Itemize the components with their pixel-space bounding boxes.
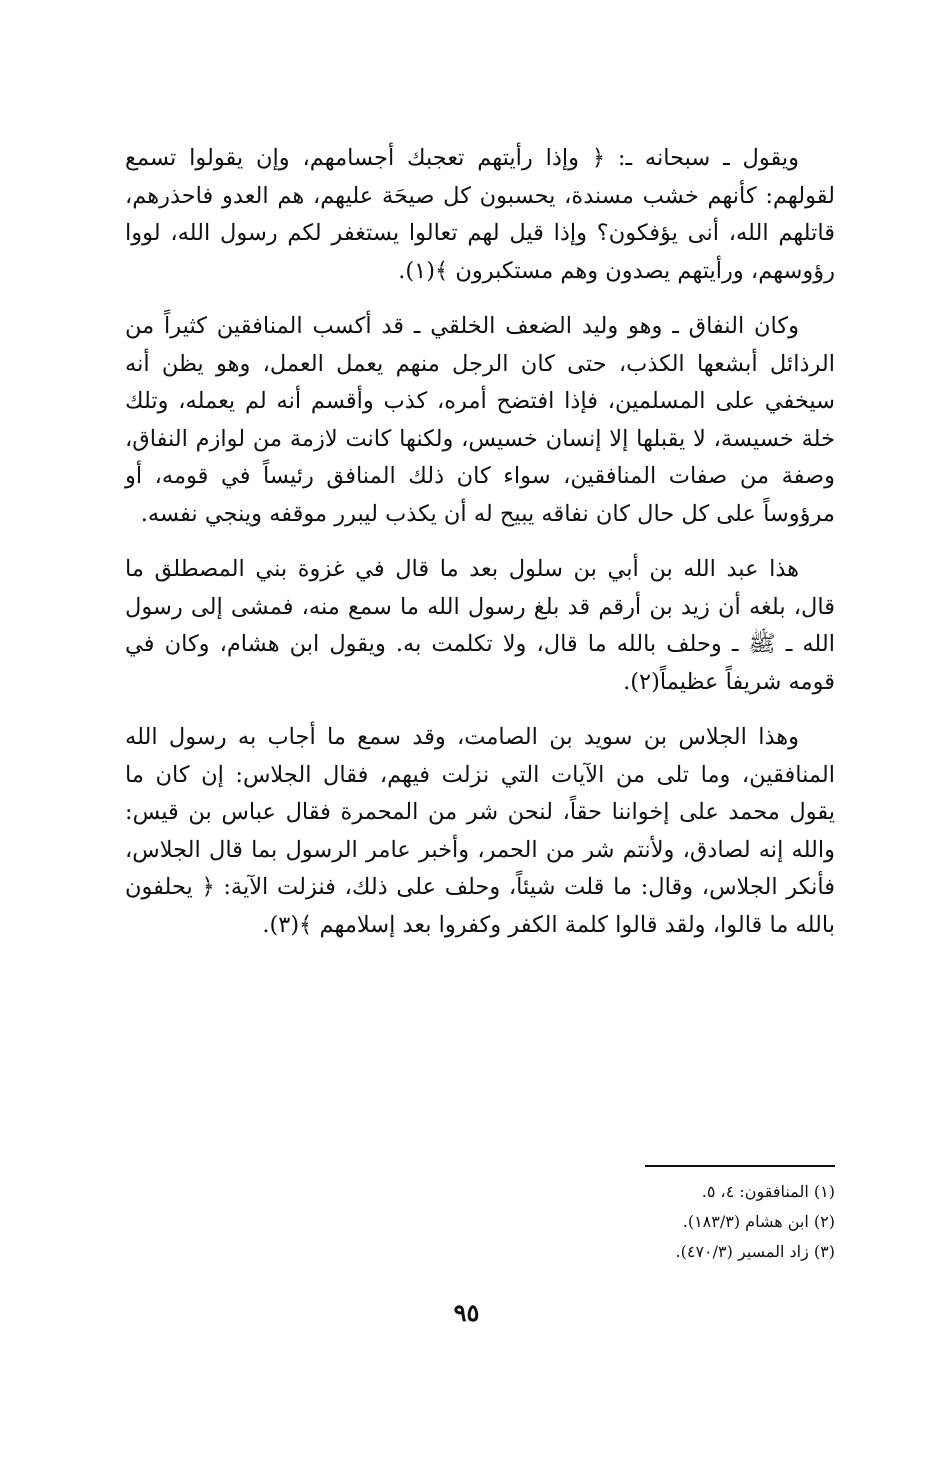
footnote-separator [645, 1165, 835, 1167]
footnotes [600, 1165, 835, 1267]
paragraph-1: ويقول ـ سبحانه ـ: ﴿ وإذا رأيتهم تعجبك أجسامهم، وإن يقولوا تسمع لقولهم: كأنهم خشب مسندة، يحسبون كل صيحَة عليهم، هم العدو فاحذرهم، قاتلهم الله، أنى يؤفكون؟ وإذا قيل لهم تعالوا يستغفر لكم رسول الله، لووا رؤوسهم، ورأيتهم يصدون وهم مستكبرون ﴾(١). [125, 145, 835, 284]
paragraph-2: وكان النفاق ـ وهو وليد الضعف الخلقي ـ قد أكسب المنافقين كثيراً من الرذائل أبشعها الكذب، حتى كان الرجل منهم يعمل العمل، وهو يظن أنه سيخفي على المسلمين، فإذا افتضح أمره، كذب وأقسم أنه لم يعمله، وتلك خلة خسيسة، لا يقبلها إلا إنسان خسيس، ولكنها كانت لازمة من لوازم النفاق، وصفة من صفات المنافقين، سواء كان ذلك المنافق رئيساً في قومه، أو مرؤوساً على كل حال كان نفاقه يبيح له أن يكذب ليبرر موقفه وينجي نفسه. [125, 313, 835, 527]
main-text [125, 140, 835, 962]
footnote-2: (٢) ابن هشام (١٨٣/٣). [682, 1212, 835, 1231]
page-number: ٩٥ [453, 1298, 480, 1327]
paragraph-4: وهذا الجلاس بن سويد بن الصامت، وقد سمع ما أجاب به رسول الله المنافقين، وما تلى من الآيات التي نزلت فيهم، فقال الجلاس: إن كان ما يقول محمد على إخواننا حقاً، لنحن شر من المحمرة فقال عباس بن قيس: والله إنه لصادق، ولأنتم شر من الحمر، وأخبر عامر الرسول بما قال الجلاس، فأنكر الجلاس، وقال: ما قلت شيئاً، وحلف على ذلك، فنزلت الآية: ﴿ يحلفون بالله ما قالوا، ولقد قالوا كلمة الكفر وكفروا بعد إسلامهم ﴾(٣). [125, 724, 835, 938]
footnote-3: (٣) زاد المسير (٤٧٠/٣). [675, 1242, 835, 1261]
footnote-1: (١) المنافقون: ٤، ٥. [701, 1182, 835, 1201]
paragraph-3: هذا عبد الله بن أبي بن سلول بعد ما قال في غزوة بني المصطلق ما قال، بلغه أن زيد بن أرقم قد بلغ رسول الله ما سمع منه، فمشى إلى رسول الله ـ ﷺ ـ وحلف بالله ما قال، ولا تكلمت به. ويقول ابن هشام، وكان في قومه شريفاً عظيماً(٢). [125, 556, 835, 695]
